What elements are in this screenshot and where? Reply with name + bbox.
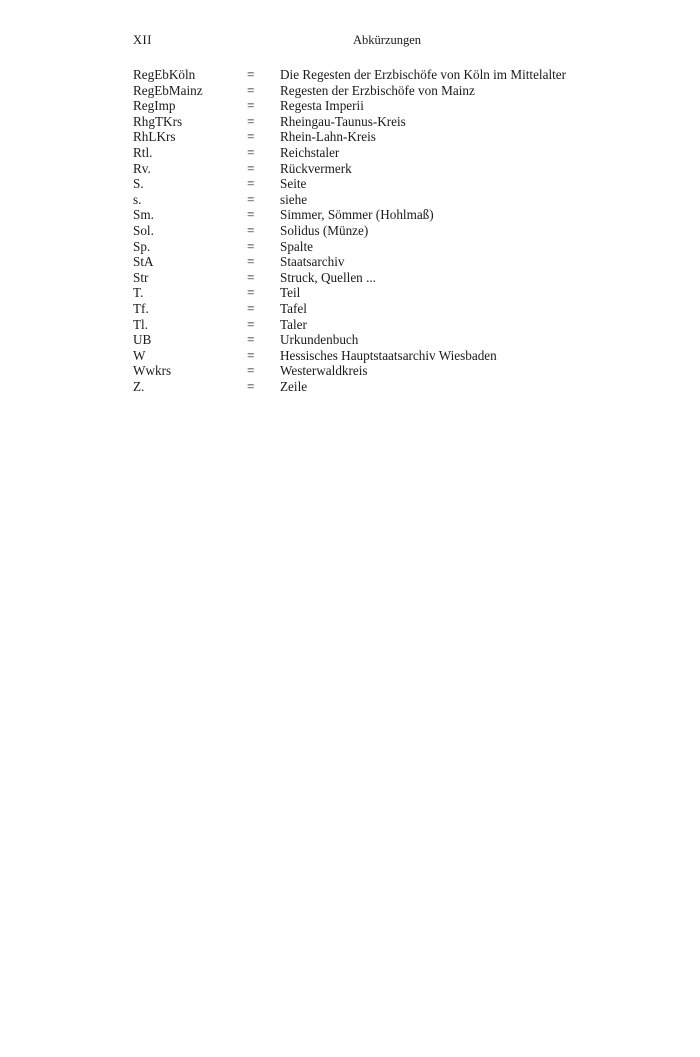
abbreviation-term: RegEbKöln xyxy=(133,67,196,82)
list-item xyxy=(133,285,653,301)
abbreviation-term: Wwkrs xyxy=(133,363,172,379)
abbreviation-term: Tf. xyxy=(133,300,149,316)
list-item xyxy=(133,223,653,239)
list-item xyxy=(133,317,653,333)
page-title: Abkürzungen xyxy=(353,33,422,47)
list-item xyxy=(133,270,653,286)
equals-sign: = xyxy=(247,254,255,270)
abbreviation-term: Rv. xyxy=(133,160,151,176)
equals-sign: = xyxy=(247,160,255,176)
list-item xyxy=(133,301,653,317)
abbreviation-meaning: Rhein-Lahn-Kreis xyxy=(280,129,376,145)
list-item xyxy=(133,176,653,192)
equals-sign: = xyxy=(247,67,255,82)
abbreviation-meaning: Regesta Imperii xyxy=(280,98,364,114)
abbreviation-term: W xyxy=(133,347,146,363)
equals-sign: = xyxy=(247,285,255,301)
equals-sign: = xyxy=(247,98,255,114)
abbreviation-term: s. xyxy=(133,191,142,207)
abbreviation-meaning: Reichstaler xyxy=(280,144,340,160)
abbreviation-term: UB xyxy=(133,332,152,348)
abbreviation-meaning: Taler xyxy=(280,316,307,332)
equals-sign: = xyxy=(247,113,255,129)
list-item xyxy=(133,83,653,99)
list-item xyxy=(133,239,653,255)
abbreviation-meaning: Solidus (Münze) xyxy=(280,222,369,238)
equals-sign: = xyxy=(247,207,255,223)
abbreviation-meaning: Rückvermerk xyxy=(280,160,352,176)
abbreviation-term: T. xyxy=(133,285,144,301)
abbreviation-term: Rtl. xyxy=(133,144,153,160)
abbreviation-meaning: Regesten der Erzbischöfe von Mainz xyxy=(280,82,475,98)
abbreviation-term: Sol. xyxy=(133,222,154,238)
list-item xyxy=(133,348,653,364)
abbreviation-meaning: Teil xyxy=(280,285,301,301)
equals-sign: = xyxy=(247,269,255,285)
abbreviation-meaning: Simmer, Sömmer (Hohlmaß) xyxy=(280,207,434,223)
equals-sign: = xyxy=(247,332,255,348)
abbreviation-term: Sp. xyxy=(133,238,151,254)
equals-sign: = xyxy=(247,191,255,207)
list-item xyxy=(133,129,653,145)
abbreviation-term: RhgTKrs xyxy=(133,113,183,129)
abbreviation-meaning: Die Regesten der Erzbischöfe von Köln im Mittelalter xyxy=(280,67,567,82)
equals-sign: = xyxy=(247,238,255,254)
abbreviation-term: Tl. xyxy=(133,316,149,332)
abbreviation-meaning: Zeile xyxy=(280,378,308,394)
equals-sign: = xyxy=(247,316,255,332)
list-item xyxy=(133,379,653,395)
abbreviation-term: Sm. xyxy=(133,207,154,223)
abbreviation-meaning: Hessisches Hauptstaatsarchiv Wiesbaden xyxy=(280,347,497,363)
equals-sign: = xyxy=(247,144,255,160)
list-item xyxy=(133,114,653,130)
equals-sign: = xyxy=(247,176,255,192)
abbreviation-meaning: siehe xyxy=(280,191,308,207)
list-item xyxy=(133,254,653,270)
list-item xyxy=(133,145,653,161)
equals-sign: = xyxy=(247,222,255,238)
list-item xyxy=(133,67,653,83)
list-item xyxy=(133,98,653,114)
abbreviation-term: RhLKrs xyxy=(133,129,176,145)
abbreviation-term: S. xyxy=(133,176,144,192)
list-item xyxy=(133,192,653,208)
abbreviation-meaning: Seite xyxy=(280,176,307,192)
abbreviation-list xyxy=(133,67,653,394)
list-item xyxy=(133,161,653,177)
list-item xyxy=(133,363,653,379)
equals-sign: = xyxy=(247,347,255,363)
abbreviation-term: RegImp xyxy=(133,98,176,114)
abbreviation-meaning: Spalte xyxy=(280,238,313,254)
abbreviation-meaning: Tafel xyxy=(280,300,307,316)
abbreviation-meaning: Westerwaldkreis xyxy=(280,363,368,379)
abbreviation-meaning: Struck, Quellen ... xyxy=(280,269,376,285)
page-header xyxy=(133,33,643,51)
equals-sign: = xyxy=(247,129,255,145)
list-item xyxy=(133,207,653,223)
equals-sign: = xyxy=(247,300,255,316)
abbreviation-meaning: Rheingau-Taunus-Kreis xyxy=(280,113,406,129)
abbreviation-meaning: Staatsarchiv xyxy=(280,254,345,270)
abbreviation-term: RegEbMainz xyxy=(133,82,203,98)
abbreviation-meaning: Urkundenbuch xyxy=(280,332,359,348)
abbreviation-term: Z. xyxy=(133,378,145,394)
abbreviation-term: Str xyxy=(133,269,149,285)
equals-sign: = xyxy=(247,363,255,379)
list-item xyxy=(133,332,653,348)
equals-sign: = xyxy=(247,82,255,98)
abbreviation-term: StA xyxy=(133,254,154,270)
page-number: XII xyxy=(133,33,152,47)
equals-sign: = xyxy=(247,378,255,394)
